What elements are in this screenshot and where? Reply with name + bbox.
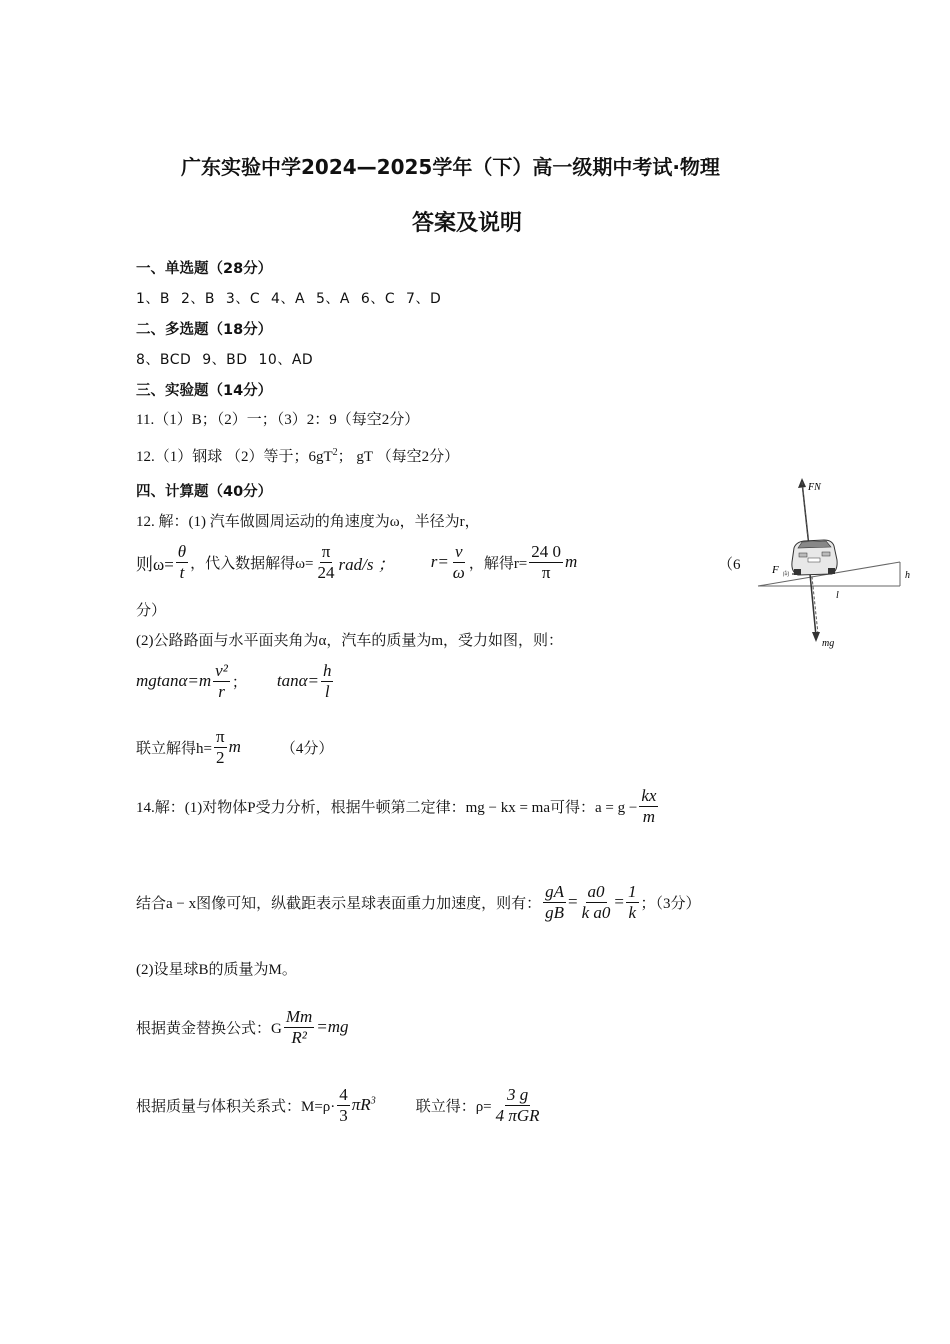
q12-omega-equation (136, 542, 577, 582)
eq-equals-2: = (614, 892, 624, 912)
eq-mgtan: mgtanα=m (136, 671, 212, 691)
q14-score-part1: ；（3分） (640, 895, 701, 912)
experiment-q12-answer: 12.（1）钢球 （2）等于；$6gT^2$； gT （每空2分） (136, 447, 460, 465)
q12-answer-part-b: ； gT （每空2分） (337, 449, 460, 465)
eq-omega-def: 则ω= (136, 554, 174, 574)
eq-equals-1: = (568, 892, 578, 912)
eq-equals-mg: =mg (316, 1017, 349, 1037)
q14-combine-text: 联立得：ρ= (415, 1098, 492, 1115)
section-heading-experiment: 三、实验题（14分） (136, 383, 273, 399)
fraction-Mm-over-R2: $\frac{Mm}{\text{R²}}$ (285, 1007, 313, 1047)
page-title: 广东实验中学2024—2025学年（下）高一级期中考试·物理 (181, 155, 720, 179)
eq-unit-rad-s: rad/s ； (338, 554, 395, 574)
q12-score-part2: （4分） (280, 740, 334, 757)
label-f-sub: 向 (783, 571, 790, 578)
eq-solve-r-text: ，解得r= (468, 555, 528, 572)
force-diagram (752, 474, 920, 654)
car-icon (792, 540, 837, 575)
eq-tan-alpha: tanα= (276, 671, 319, 691)
q14-gravity-text: 根据黄金替换公式：G (136, 1020, 282, 1037)
fraction-a0-over-ka0: $\frac{a0}{\text{k a0}}$ (581, 882, 611, 922)
fraction-kx-over-m: $\frac{kx}{m}$ (641, 786, 657, 826)
q12-force-equation: mgtanα=m $\frac{\text{v²}}{r}$ ； tanα= $\frac{h}{l}$ (136, 661, 332, 701)
label-mg: mg (822, 638, 835, 649)
fraction-240-over-pi: $\frac{24 0}{\pi}$ (531, 542, 562, 582)
q12-part2-intro: (2)公路路面与水平面夹角为α，汽车的质量为m，受力如图，则： (136, 633, 564, 649)
single-choice-answers: 1、B 2、B 3、C 4、A 5、A 6、C 7、D (136, 291, 442, 307)
eq-result-h: 联立解得h= (136, 740, 212, 757)
fraction-4-over-3: $\frac{4}{3}$ (339, 1085, 348, 1125)
q14-density-equation (136, 1085, 544, 1125)
fraction-3g-over-4piGR: $\frac{3 g}{\text{4 πGR}}$ (495, 1085, 540, 1125)
q12-score-part1a: （6 (718, 557, 741, 573)
label-f: F (772, 564, 779, 576)
multi-choice-answers: 8、BCD 9、BD 10、AD (136, 352, 314, 368)
fraction-v-over-omega: $\frac{v}{\omega}$ (452, 542, 465, 582)
gravity-arrowhead (812, 632, 820, 642)
label-fn: FN (808, 482, 821, 493)
fraction-pi-over-24: $\frac{\pi}{24}$ (317, 542, 335, 582)
eq-substitute-text: ，代入数据解得ω= (190, 555, 314, 572)
eq-pi-r-cubed: $\pi R^3$ (351, 1095, 376, 1115)
q12-answer-part-a: 12.（1）钢球 （2）等于；6gT (136, 449, 333, 465)
eq-unit-m-2: m (228, 737, 241, 757)
q14-gravity-equation (136, 1007, 349, 1047)
fraction-pi-over-2: $\frac{\pi}{2}$ (215, 727, 225, 767)
q12-score-part1b: 分） (136, 603, 167, 619)
q14-mass-volume-text: 根据质量与体积关系式：M=ρ· (136, 1098, 336, 1115)
fraction-theta-over-t: $\frac{\theta}{t}$ (177, 542, 187, 582)
fraction-1-over-k: $\frac{1}{k}$ (628, 882, 637, 922)
section-heading-calculation: 四、计算题（40分） (136, 484, 273, 500)
page-subtitle: 答案及说明 (412, 211, 523, 236)
label-l: l (836, 590, 839, 601)
fraction-gA-over-gB: $\frac{gA}{gB}$ (545, 882, 565, 922)
experiment-q11-answer: 11.（1）B；（2）一；（3）2：9（每空2分） (136, 412, 420, 428)
section-heading-single-choice: 一、单选题（28分） (136, 261, 273, 277)
q12-result (136, 727, 333, 767)
section-heading-multi-choice: 二、多选题（18分） (136, 322, 273, 338)
q14-intro (136, 786, 660, 826)
q14-part2-intro: (2)设星球B的质量为M。 (136, 962, 297, 978)
q12-intro: 12. 解：(1) 汽车做圆周运动的角速度为ω，半径为r， (136, 514, 480, 530)
fraction-h-over-l: $\frac{h}{l}$ (322, 661, 332, 701)
fraction-v2-over-r: $\frac{\text{v²}}{r}$ (215, 661, 228, 701)
eq-r-def: r= (430, 552, 449, 572)
label-h: h (905, 570, 910, 581)
q14-ratio-line (136, 882, 701, 922)
q14-ratio-text: 结合a − x图像可知，纵截距表示星球表面重力加速度，则有： (136, 895, 542, 912)
q14-intro-text: 14.解：(1)对物体P受力分析，根据牛顿第二定律：mg − kx = ma可得：a = g − (136, 799, 638, 816)
eq-unit-m: m (565, 552, 578, 572)
